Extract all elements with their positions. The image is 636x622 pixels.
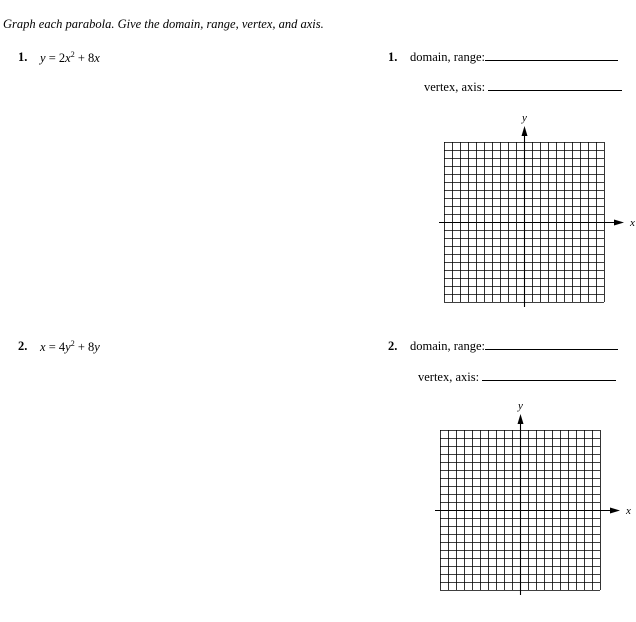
eq-op: + 8 — [74, 340, 95, 355]
eq-op: + 8 — [74, 51, 95, 66]
domain-range-label: domain, range: — [410, 50, 485, 64]
eq-eq: = 2 — [45, 51, 66, 66]
eq-eq: = 4 — [45, 340, 66, 355]
eq-exp: 2 — [70, 339, 75, 348]
eq-var2: x — [94, 51, 100, 66]
eq-var1: x — [65, 51, 71, 66]
y-axis-label: y — [522, 112, 527, 124]
graph-grid-2[interactable] — [440, 400, 631, 590]
vertex-axis-label: vertex, axis: — [424, 80, 486, 94]
answer-1-number: 1. — [388, 50, 398, 64]
answer-1-vertex-axis — [424, 80, 622, 95]
x-axis-label: x — [626, 505, 631, 517]
x-axis-label: x — [630, 217, 635, 229]
eq-exp: 2 — [70, 50, 75, 59]
x-axis-arrow-icon — [614, 220, 624, 226]
instructions: Graph each parabola. Give the domain, range, vertex, and axis. — [3, 17, 324, 31]
answer-1-domain-range — [410, 50, 618, 65]
x-axis-arrow-icon — [610, 508, 620, 514]
eq-lhs: x — [40, 340, 46, 355]
problem-1-equation — [40, 50, 100, 66]
y-axis-label: y — [518, 400, 523, 412]
eq-var2: y — [94, 340, 100, 355]
vertex-axis-blank[interactable] — [482, 370, 616, 381]
answer-2-domain-range — [410, 339, 618, 354]
problem-2-number: 2. — [18, 339, 28, 353]
domain-range-blank[interactable] — [485, 339, 618, 350]
eq-var1: y — [65, 340, 71, 355]
answer-2-number: 2. — [388, 339, 398, 353]
vertex-axis-label: vertex, axis: — [418, 370, 480, 384]
y-axis-arrow-icon — [522, 126, 528, 136]
vertex-axis-blank[interactable] — [488, 80, 622, 91]
y-axis-arrow-icon — [518, 414, 524, 424]
answer-2-vertex-axis — [418, 370, 616, 385]
problem-2-equation — [40, 339, 100, 355]
domain-range-blank[interactable] — [485, 50, 618, 61]
graph-grid-1[interactable] — [444, 112, 635, 302]
eq-lhs: y — [40, 51, 46, 66]
domain-range-label: domain, range: — [410, 339, 485, 353]
problem-1-number: 1. — [18, 50, 28, 64]
